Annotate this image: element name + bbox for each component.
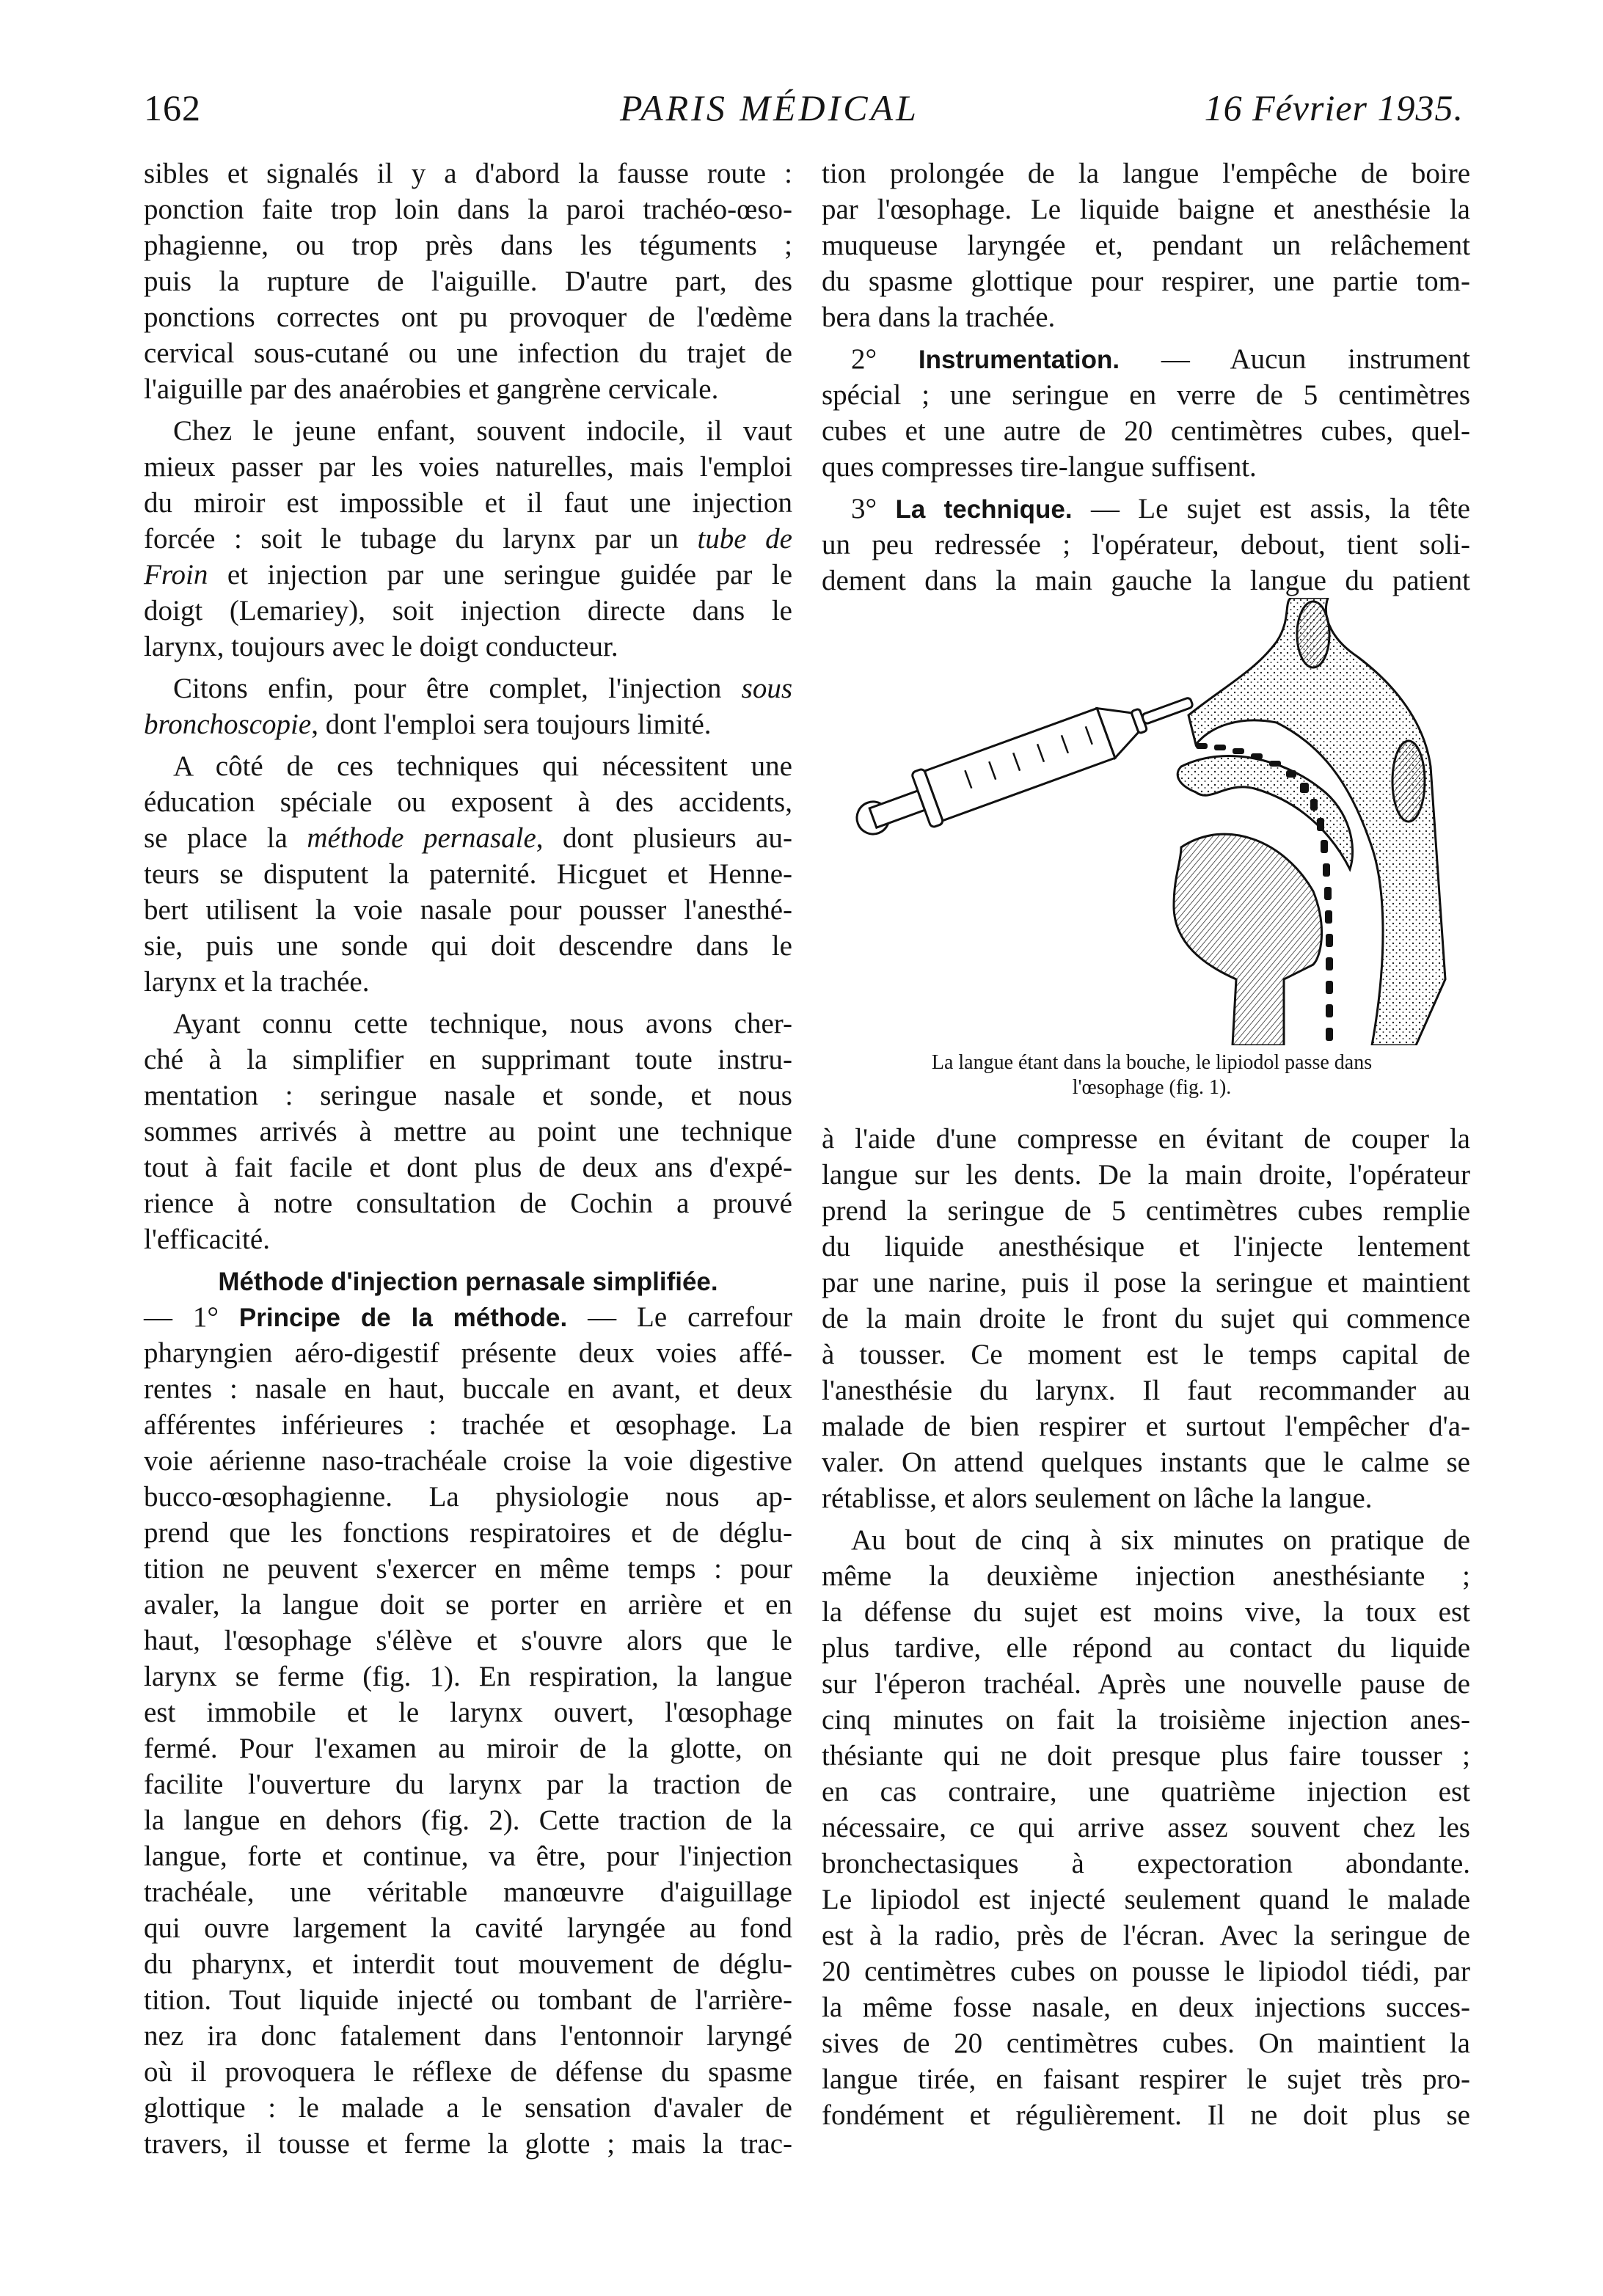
text-line xyxy=(822,191,1470,227)
text-segment: Ayant connu cette technique, nous avons cher- xyxy=(173,1008,792,1039)
italic-text: bronchoscopie xyxy=(144,709,312,740)
text-segment: ponctions correctes ont pu provoquer de l'œdème xyxy=(144,301,792,333)
italic-text: tube de xyxy=(697,523,792,555)
text-segment: bera dans la trachée. xyxy=(822,301,1056,333)
text-segment: — Le carrefour xyxy=(567,1301,792,1333)
text-segment: Le lipiodol est injecté seulement quand le malade xyxy=(822,1884,1470,1915)
text-line xyxy=(822,1444,1470,1480)
text-segment: qui ouvre largement la cavité laryngée au fond xyxy=(144,1912,792,1944)
italic-text: Froin xyxy=(144,559,208,591)
text-line xyxy=(144,1371,792,1407)
text-segment: l'efficacité. xyxy=(144,1224,270,1255)
paragraph xyxy=(822,1121,1470,1516)
text-line xyxy=(822,1989,1470,2025)
text-line xyxy=(822,1265,1470,1301)
text-line xyxy=(144,964,792,1000)
text-segment: mieux passer par les voies naturelles, mais l'emploi xyxy=(144,451,792,483)
text-segment: thésiante qui ne doit presque plus faire tousser ; xyxy=(822,1740,1470,1772)
text-line xyxy=(822,413,1470,449)
text-line xyxy=(822,299,1470,335)
text-line xyxy=(822,1594,1470,1630)
text-segment: par une narine, puis il pose la seringue et maintient xyxy=(822,1267,1470,1298)
text-segment: sives de 20 centimètres cubes. On maintient la xyxy=(822,2028,1470,2059)
text-segment: rience à notre consultation de Cochin a prouvé xyxy=(144,1188,792,1219)
text-line xyxy=(822,2097,1470,2133)
text-segment: fermé. Pour l'examen au miroir de la glotte, on xyxy=(144,1733,792,1764)
issue-date: 16 Février 1935. xyxy=(1204,87,1464,128)
text-segment: glottique : le malade a le sensation d'avaler de xyxy=(144,2092,792,2124)
text-segment: ponction faite trop loin dans la paroi trachéo-œso- xyxy=(144,194,792,225)
text-line xyxy=(822,1337,1470,1372)
text-line xyxy=(144,1982,792,2018)
text-segment: travers, il tousse et ferme la glotte ; mais la trac- xyxy=(144,2128,792,2160)
text-line xyxy=(144,820,792,856)
text-line xyxy=(822,1738,1470,1774)
text-segment: tion prolongée de la langue l'empêche de boire xyxy=(822,158,1470,189)
text-segment: ché à la simplifier en supprimant toute instru- xyxy=(144,1044,792,1075)
text-line xyxy=(822,2025,1470,2061)
text-segment: phagienne, ou trop près dans les téguments ; xyxy=(144,230,792,261)
text-segment: bucco-œsophagienne. La physiologie nous ap- xyxy=(144,1481,792,1513)
text-line xyxy=(822,449,1470,485)
text-line xyxy=(144,1407,792,1443)
paragraph xyxy=(822,1522,1470,2133)
text-line xyxy=(144,156,792,191)
text-segment: dement dans la main gauche la langue du patient xyxy=(822,565,1470,596)
text-line xyxy=(144,593,792,629)
text-segment: l'anesthésie du larynx. Il faut recommander au xyxy=(822,1375,1470,1406)
text-line xyxy=(822,1121,1470,1157)
text-line xyxy=(822,1522,1470,1558)
text-line xyxy=(144,1185,792,1221)
text-line xyxy=(144,1946,792,1982)
text-line xyxy=(144,1766,792,1802)
text-line xyxy=(822,1774,1470,1810)
text-line xyxy=(144,299,792,335)
text-line xyxy=(144,413,792,449)
text-line xyxy=(144,1006,792,1042)
text-line xyxy=(822,1480,1470,1516)
paragraph xyxy=(822,341,1470,485)
text-segment: puis la rupture de l'aiguille. D'autre part, des xyxy=(144,266,792,297)
text-line xyxy=(822,156,1470,191)
text-line xyxy=(144,856,792,892)
paragraph xyxy=(144,156,792,407)
text-line xyxy=(144,335,792,371)
text-line xyxy=(144,2126,792,2162)
paragraph xyxy=(144,670,792,742)
text-segment: rentes : nasale en haut, buccale en avant, et deux xyxy=(144,1373,792,1405)
text-line xyxy=(144,1623,792,1659)
text-segment: malade de bien respirer et surtout l'empêcher d'a- xyxy=(822,1411,1470,1442)
text-segment: et injection par une seringue guidée par le xyxy=(208,559,792,591)
text-segment: rétablisse, et alors seulement on lâche la langue. xyxy=(822,1482,1373,1514)
text-segment: avaler, la langue doit se porter en arrière et en xyxy=(144,1589,792,1620)
text-line xyxy=(822,1157,1470,1193)
text-line xyxy=(822,1810,1470,1846)
text-line xyxy=(144,1515,792,1551)
text-segment: , dont l'emploi sera toujours limité. xyxy=(311,709,712,740)
text-segment: se place la xyxy=(144,822,307,854)
anatomy-section xyxy=(1174,598,1445,1045)
text-line xyxy=(144,1730,792,1766)
text-line xyxy=(144,670,792,706)
text-line xyxy=(822,1953,1470,1989)
paragraph xyxy=(144,748,792,1000)
section-heading: La technique. xyxy=(895,495,1073,524)
text-segment: à l'aide d'une compresse en évitant de couper la xyxy=(822,1123,1470,1155)
text-segment: haut, l'œsophage s'élève et s'ouvre alors que le xyxy=(144,1625,792,1656)
text-segment: facilite l'ouverture du larynx par la traction de xyxy=(144,1769,792,1800)
text-segment: du spasme glottique pour respirer, une partie tom- xyxy=(822,266,1470,297)
text-line xyxy=(144,2018,792,2054)
text-segment: l'aiguille par des anaérobies et gangrène cervicale. xyxy=(144,373,719,405)
text-segment: mentation : seringue nasale et sonde, et nous xyxy=(144,1080,792,1111)
text-line xyxy=(144,1874,792,1910)
text-line xyxy=(144,521,792,557)
italic-text: sous xyxy=(741,673,792,704)
text-line xyxy=(822,1558,1470,1594)
text-segment: un peu redressée ; l'opérateur, debout, tient soli- xyxy=(822,529,1470,560)
text-segment: la défense du sujet est moins vive, la toux est xyxy=(822,1596,1470,1628)
text-line xyxy=(144,1587,792,1623)
text-line xyxy=(144,1221,792,1257)
text-line xyxy=(144,629,792,665)
text-segment: tition ne peuvent s'exercer en même temps : pour xyxy=(144,1553,792,1584)
text-line xyxy=(822,1229,1470,1265)
text-line xyxy=(144,1335,792,1371)
paragraph xyxy=(822,156,1470,335)
text-line xyxy=(144,1149,792,1185)
text-segment: — Aucun instrument xyxy=(1120,343,1470,375)
text-segment: nécessaire, ce qui arrive assez souvent chez les xyxy=(822,1812,1470,1843)
text-line xyxy=(144,1551,792,1587)
text-segment: est immobile et le larynx ouvert, l'œsophage xyxy=(144,1697,792,1728)
text-segment: nez ira donc fatalement dans l'entonnoir laryngé xyxy=(144,2020,792,2052)
text-line xyxy=(822,227,1470,263)
text-line xyxy=(144,557,792,593)
text-segment: à tousser. Ce moment est le temps capital de xyxy=(822,1339,1470,1370)
syringe-icon xyxy=(848,674,1202,851)
text-line xyxy=(822,1301,1470,1337)
text-segment: plus tardive, elle répond au contact du liquide xyxy=(822,1632,1470,1664)
text-segment: sibles et signalés il y a d'abord la fausse route : xyxy=(144,158,792,189)
text-line xyxy=(144,263,792,299)
text-segment: sie, puis une sonde qui doit descendre dans le xyxy=(144,930,792,962)
paragraph xyxy=(144,413,792,665)
text-segment: bronchectasiques à expectoration abondante. xyxy=(822,1848,1470,1879)
text-segment: bert utilisent la voie nasale pour pousser l'anesthé- xyxy=(144,894,792,926)
text-segment: langue tirée, en faisant respirer le sujet très pro- xyxy=(822,2063,1470,2095)
text-segment: est à la radio, près de l'écran. Avec la seringue de xyxy=(822,1920,1470,1951)
text-segment: A côté de ces techniques qui nécessitent une xyxy=(173,750,792,782)
page-number: 162 xyxy=(144,87,201,128)
text-segment: fondément et régulièrement. Il ne doit plus se xyxy=(822,2099,1470,2131)
text-segment: sommes arrivés à mettre au point une technique xyxy=(144,1116,792,1147)
text-segment: tout à fait facile et dont plus de deux ans d'expé- xyxy=(144,1152,792,1183)
section-heading: Méthode d'injection pernasale simplifiée. xyxy=(218,1268,718,1296)
text-line xyxy=(144,1910,792,1946)
text-line xyxy=(144,1443,792,1479)
text-line xyxy=(822,1666,1470,1702)
text-line xyxy=(822,527,1470,563)
text-segment: — Le sujet est assis, la tête xyxy=(1072,493,1470,524)
text-segment: langue sur les dents. De la main droite, l'opérateur xyxy=(822,1159,1470,1191)
text-segment: sur l'éperon trachéal. Après une nouvelle pause de xyxy=(822,1668,1470,1700)
text-line xyxy=(144,1694,792,1730)
text-line xyxy=(144,748,792,784)
text-segment: langue, forte et continue, va être, pour l'injection xyxy=(144,1840,792,1872)
paragraph xyxy=(822,491,1470,599)
text-segment: larynx et la trachée. xyxy=(144,966,370,998)
section-heading: Instrumentation. xyxy=(918,346,1120,374)
text-segment: doigt (Lemariey), soit injection directe dans le xyxy=(144,595,792,626)
text-segment: cubes et une autre de 20 centimètres cubes, quel- xyxy=(822,415,1470,447)
text-segment: du pharynx, et interdit tout mouvement de déglu- xyxy=(144,1948,792,1980)
text-line xyxy=(822,263,1470,299)
text-segment: Citons enfin, pour être complet, l'injection xyxy=(173,673,742,704)
text-segment: 3° xyxy=(851,493,896,524)
text-segment: 20 centimètres cubes on pousse le lipiodol tiédi, par xyxy=(822,1956,1470,1987)
text-segment: la langue en dehors (fig. 2). Cette traction de la xyxy=(144,1805,792,1836)
text-segment: de la main droite le front du sujet qui commence xyxy=(822,1303,1470,1334)
text-segment: larynx, toujours avec le doigt conducteur. xyxy=(144,631,618,662)
figure-caption xyxy=(844,1050,1460,1100)
text-line xyxy=(144,1042,792,1078)
text-segment: où il provoquera le réflexe de défense du spasme xyxy=(144,2056,792,2088)
text-segment: ques compresses tire-langue suffisent. xyxy=(822,451,1257,483)
text-segment: larynx se ferme (fig. 1). En respiration, la langue xyxy=(144,1661,792,1692)
text-segment: forcée : soit le tubage du larynx par un xyxy=(144,523,698,555)
text-segment: spécial ; une seringue en verre de 5 centimètres xyxy=(822,379,1470,411)
text-line xyxy=(144,227,792,263)
caption-line: La langue étant dans la bouche, le lipiodol passe dans xyxy=(931,1051,1373,1074)
text-segment: prend la seringue de 5 centimètres cubes remplie xyxy=(822,1195,1470,1226)
text-line xyxy=(144,1078,792,1114)
text-line xyxy=(144,2054,792,2090)
text-line xyxy=(822,1917,1470,1953)
text-line xyxy=(144,485,792,521)
text-line xyxy=(144,1263,792,1299)
text-line xyxy=(144,191,792,227)
text-line xyxy=(822,1630,1470,1666)
text-line xyxy=(144,1299,792,1335)
text-segment: Chez le jeune enfant, souvent indocile, il vaut xyxy=(173,415,792,447)
text-line xyxy=(144,2090,792,2126)
text-segment: du miroir est impossible et il faut une injection xyxy=(144,487,792,519)
text-line xyxy=(822,1882,1470,1917)
text-segment: la même fosse nasale, en deux injections succes- xyxy=(822,1992,1470,2023)
text-segment: même la deuxième injection anesthésiante ; xyxy=(822,1560,1470,1592)
section-heading: Principe de la méthode. xyxy=(238,1304,568,1332)
text-line xyxy=(822,377,1470,413)
text-segment: Au bout de cinq à six minutes on pratique de xyxy=(851,1524,1470,1556)
text-segment: , dont plusieurs au- xyxy=(536,822,792,854)
text-segment: cinq minutes on fait la troisième injection anes- xyxy=(822,1704,1470,1736)
text-line xyxy=(822,1193,1470,1229)
text-segment: — 1° xyxy=(144,1301,239,1333)
text-line xyxy=(822,341,1470,377)
right-column-top xyxy=(822,156,1470,604)
text-segment: teurs se disputent la paternité. Hicguet et Henne- xyxy=(144,858,792,890)
text-line xyxy=(822,1372,1470,1408)
text-segment: prend que les fonctions respiratoires et de déglu- xyxy=(144,1517,792,1549)
text-line xyxy=(144,1802,792,1838)
text-line xyxy=(822,1846,1470,1882)
text-line xyxy=(822,491,1470,527)
figure-syringe-pharynx-illustration xyxy=(844,598,1460,1045)
text-segment: en cas contraire, une quatrième injection est xyxy=(822,1776,1470,1807)
paragraph xyxy=(144,1263,792,2162)
text-line xyxy=(144,784,792,820)
caption-line: l'œsophage (fig. 1). xyxy=(1072,1076,1232,1099)
right-column-bottom xyxy=(822,1121,1470,2139)
text-line xyxy=(822,563,1470,599)
text-line xyxy=(144,706,792,742)
text-segment: éducation spéciale ou exposent à des accidents, xyxy=(144,786,792,818)
text-line xyxy=(822,1408,1470,1444)
text-segment: trachéale, une véritable manœuvre d'aiguillage xyxy=(144,1876,792,1908)
paragraph xyxy=(144,1006,792,1257)
text-segment: par l'œsophage. Le liquide baigne et anesthésie la xyxy=(822,194,1470,225)
text-line xyxy=(144,449,792,485)
text-line xyxy=(144,892,792,928)
text-line xyxy=(822,1702,1470,1738)
text-segment: cervical sous-cutané ou une infection du trajet de xyxy=(144,337,792,369)
text-segment: afférentes inférieures : trachée et œsophage. La xyxy=(144,1409,792,1441)
text-segment: pharyngien aéro-digestif présente deux voies affé- xyxy=(144,1337,792,1369)
text-line xyxy=(144,928,792,964)
text-segment: 2° xyxy=(851,343,919,375)
text-line xyxy=(144,1659,792,1694)
text-segment: voie aérienne naso-trachéale croise la voie digestive xyxy=(144,1445,792,1477)
text-line xyxy=(822,2061,1470,2097)
text-line xyxy=(144,1838,792,1874)
italic-text: méthode pernasale xyxy=(307,822,536,854)
journal-title: PARIS MÉDICAL xyxy=(620,87,919,128)
text-line xyxy=(144,1114,792,1149)
left-column xyxy=(144,156,792,2168)
text-segment: valer. On attend quelques instants que le calme se xyxy=(822,1447,1470,1478)
text-segment: tition. Tout liquide injecté ou tombant de l'arrière- xyxy=(144,1984,792,2016)
text-segment: muqueuse laryngée et, pendant un relâchement xyxy=(822,230,1470,261)
text-line xyxy=(144,371,792,407)
text-segment: du liquide anesthésique et l'injecte lentement xyxy=(822,1231,1470,1262)
text-line xyxy=(144,1479,792,1515)
